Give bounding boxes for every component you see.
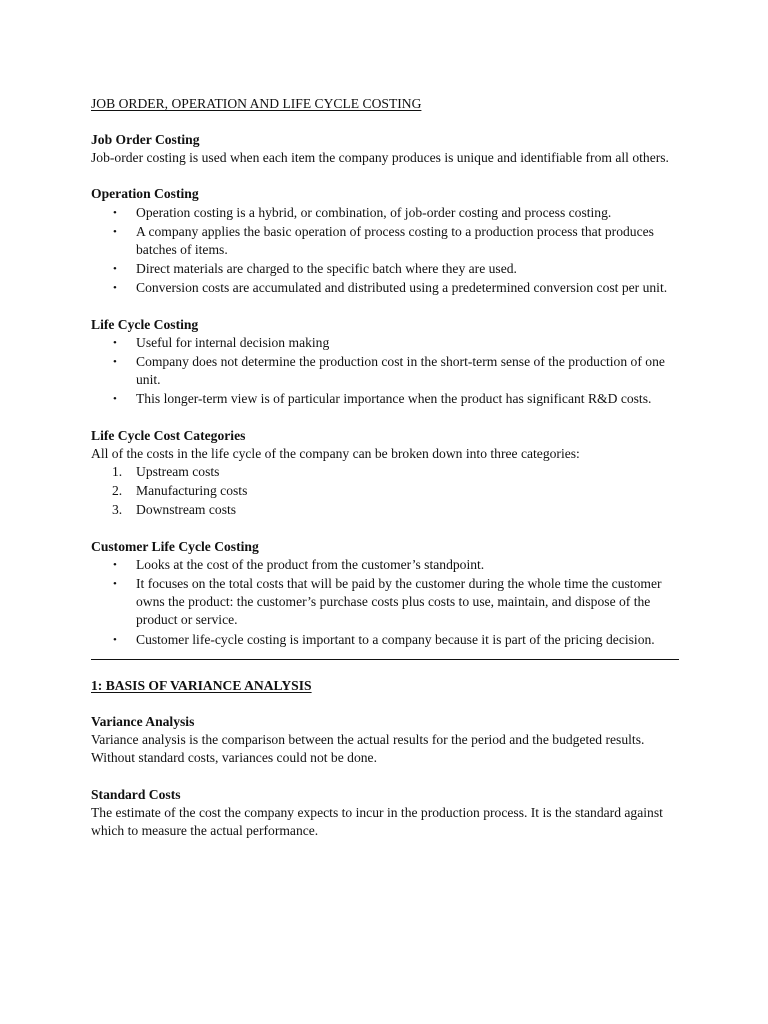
- list-item-text: This longer-term view is of particular importance when the product has significant R&D costs.: [136, 391, 652, 407]
- list-item-text: It focuses on the total costs that will be paid by the customer during the whole time the customer owns the product: the customer’s purchase costs plus costs to use, maintain, and dispose of the product or service.: [136, 576, 662, 628]
- list-item-text: Useful for internal decision making: [136, 334, 330, 350]
- list-item: [91, 463, 681, 481]
- section-life-cycle-costing: [91, 316, 681, 409]
- list-item-text: Customer life-cycle costing is important to a company because it is part of the pricing decision.: [136, 631, 655, 647]
- list-item-text: A company applies the basic operation of process costing to a production process that produces batches of items.: [136, 223, 654, 258]
- list-item-text: Direct materials are charged to the specific batch where they are used.: [136, 261, 517, 277]
- list-item: [91, 631, 681, 649]
- bullet-icon: •: [113, 356, 117, 369]
- section-heading: Job Order Costing: [91, 132, 200, 147]
- bullet-icon: •: [113, 206, 117, 219]
- list-item: [91, 223, 681, 259]
- section-paragraph: Variance analysis is the comparison between the actual results for the period and the budgeted results. Without standard costs, variances could not be done.: [91, 732, 645, 766]
- section-operation-costing: [91, 185, 681, 297]
- list-item: [91, 390, 681, 408]
- section-job-order-costing: [91, 131, 681, 167]
- horizontal-divider: [91, 659, 679, 660]
- bullet-list: [91, 204, 681, 298]
- list-item: [91, 279, 681, 297]
- section-variance-analysis: [91, 713, 681, 768]
- list-item-text: Looks at the cost of the product from the customer’s standpoint.: [136, 556, 485, 572]
- list-item-text: Upstream costs: [136, 464, 220, 480]
- list-number: 3.: [112, 502, 123, 518]
- section-paragraph: All of the costs in the life cycle of the company can be broken down into three categories:: [91, 445, 580, 461]
- bullet-icon: •: [113, 336, 117, 349]
- section-paragraph: The estimate of the cost the company expects to incur in the production process. It is the standard against which to measure the actual performance.: [91, 804, 663, 839]
- list-item: [91, 556, 681, 574]
- list-item: [91, 334, 681, 352]
- section-customer-life-cycle-costing: [91, 538, 681, 649]
- numbered-list: [91, 463, 681, 520]
- section-heading: Variance Analysis: [91, 714, 195, 730]
- list-item: [91, 575, 681, 630]
- list-item: [91, 204, 681, 222]
- bullet-icon: •: [113, 578, 117, 591]
- document-page: [91, 95, 681, 840]
- list-item: [91, 353, 681, 389]
- bullet-icon: •: [113, 393, 117, 406]
- bullet-icon: •: [113, 225, 117, 238]
- section-standard-costs: [91, 786, 681, 841]
- section-heading: Customer Life Cycle Costing: [91, 538, 259, 554]
- part-title: 1: BASIS OF VARIANCE ANALYSIS: [91, 677, 312, 693]
- list-item-text: Downstream costs: [136, 502, 237, 518]
- bullet-icon: •: [113, 282, 117, 295]
- bullet-list: [91, 334, 681, 409]
- list-item: [91, 501, 681, 519]
- list-item-text: Company does not determine the production cost in the short-term sense of the production of one unit.: [136, 354, 665, 388]
- section-heading: Standard Costs: [91, 786, 181, 802]
- document-title: JOB ORDER, OPERATION AND LIFE CYCLE COSTING: [91, 96, 422, 111]
- bullet-icon: •: [113, 263, 117, 276]
- list-item-text: Operation costing is a hybrid, or combination, of job-order costing and process costing.: [136, 204, 612, 220]
- list-number: 2.: [112, 483, 123, 499]
- list-number: 1.: [112, 464, 123, 480]
- list-item-text: Conversion costs are accumulated and distributed using a predetermined conversion cost per unit.: [136, 280, 668, 296]
- section-heading: Life Cycle Costing: [91, 316, 199, 332]
- section-heading: Operation Costing: [91, 186, 199, 202]
- section-life-cycle-cost-categories: [91, 427, 681, 520]
- section-paragraph: Job-order costing is used when each item the company produces is unique and identifiable from all others.: [91, 150, 669, 166]
- section-heading: Life Cycle Cost Categories: [91, 427, 246, 443]
- bullet-list: [91, 556, 681, 649]
- bullet-icon: •: [113, 558, 117, 571]
- bullet-icon: •: [113, 633, 117, 646]
- list-item: [91, 260, 681, 278]
- list-item-text: Manufacturing costs: [136, 483, 248, 499]
- list-item: [91, 482, 681, 500]
